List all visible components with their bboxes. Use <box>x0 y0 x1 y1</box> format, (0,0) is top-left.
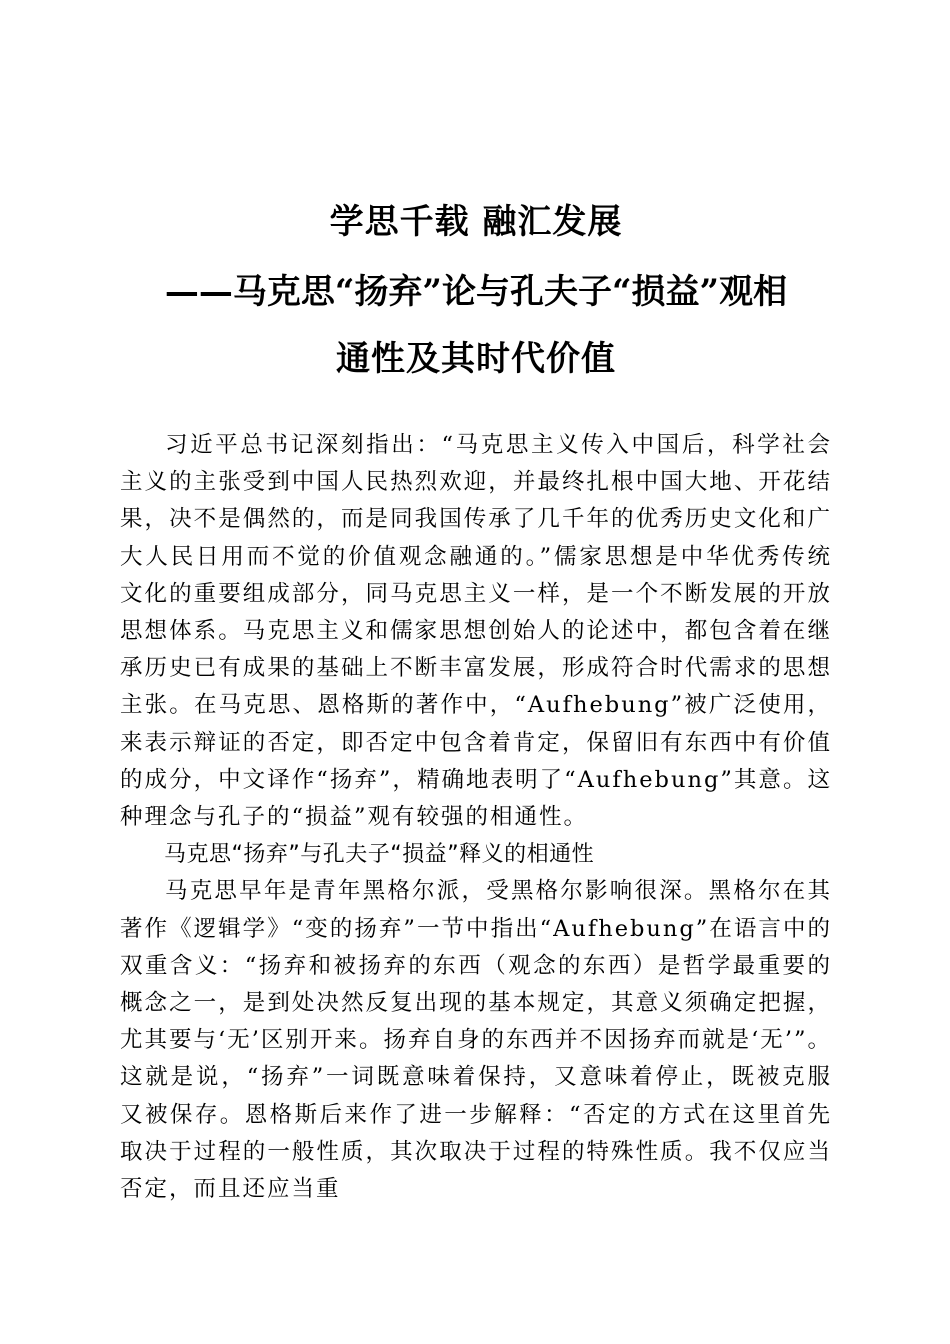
document-title: 学思千载 融汇发展 <box>329 202 623 242</box>
body-paragraph: 习近平总书记深刻指出：“马克思主义传入中国后，科学社会主义的主张受到中国人民热烈欢迎，并最终扎根中国大地、开花结果，决不是偶然的，而是同我国传承了几千年的优秀历史文化和广大人民日用而不觉的价值观念融通的。”儒家思想是中华优秀传统文化的重要组成部分，同马克思主义一样，是一个不断发展的开放思想体系。马克思主义和儒家思想创始人的论述中，都包含着在继承历史已有成果的基础上不断丰富发展，形成符合时代需求的思想主张。在马克思、恩格斯的著作中，“Aufhebung”被广泛使用，来表示辩证的否定，即否定中包含着肯定，保留旧有东西中有价值的成分，中文译作“扬弃”，精确地表明了“Aufhebung”其意。这种理念与孔子的“损益”观有较强的相通性。 <box>120 432 832 831</box>
document-subtitle-line1: ——马克思“扬弃”论与孔夫子“损益”观相 <box>164 272 788 312</box>
document-body <box>120 427 832 1208</box>
section-heading: 马克思“扬弃”与孔夫子“损益”释义的相通性 <box>164 842 595 868</box>
body-paragraph: 马克思早年是青年黑格尔派，受黑格尔影响很深。黑格尔在其著作《逻辑学》“变的扬弃”一节中指出“Aufhebung”在语言中的双重含义：“扬弃和被扬弃的东西（观念的东西）是哲学最重要的概念之一，是到处决然反复出现的基本规定，其意义须确定把握，尤其要与‘无’区别开来。扬弃自身的东西并不因扬弃而就是‘无’”。这就是说，“扬弃”一词既意味着保持，又意味着停止，既被克服又被保存。恩格斯后来作了进一步解释：“否定的方式在这里首先取决于过程的一般性质，其次取决于过程的特殊性质。我不仅应当否定，而且还应当重 <box>120 878 832 1203</box>
document-subtitle-line2: 通性及其时代价值 <box>336 339 616 379</box>
